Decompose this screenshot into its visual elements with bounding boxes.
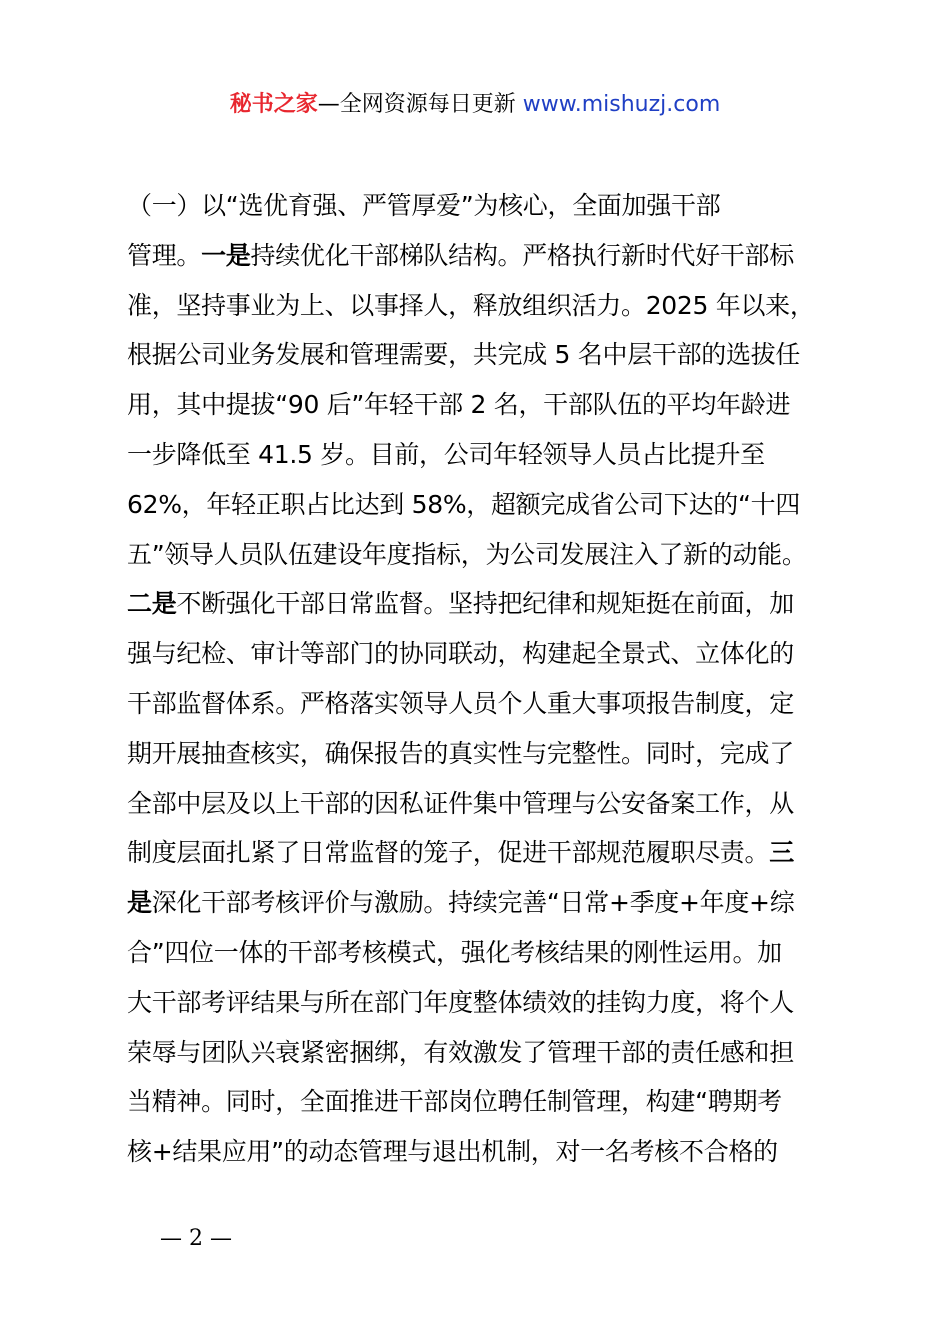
text-line [127,181,847,231]
text-line [127,1127,847,1177]
text-run: 用，其中提拔“90 后”年轻干部 2 名，干部队伍的平均年龄进 [127,390,791,420]
text-run: 根据公司业务发展和管理需要，共完成 5 名中层干部的选拔任 [127,340,801,370]
text-line [127,928,847,978]
text-line [127,281,847,331]
text-line [127,729,847,779]
bold-heading-marker: 一是 [201,240,251,270]
site-brand: 秘书之家 [229,92,318,117]
text-line [127,1028,847,1078]
text-run: 核+结果应用”的动态管理与退出机制，对一名考核不合格的 [127,1137,778,1167]
bold-heading-marker: 是 [127,888,152,918]
text-run: 强与纪检、审计等部门的协同联动，构建起全景式、立体化的 [127,639,794,669]
text-line [127,1077,847,1127]
text-run: 大干部考评结果与所在部门年度整体绩效的挂钩力度，将个人 [127,987,794,1017]
text-run: 合”四位一体的干部考核模式，强化考核结果的刚性运用。加 [127,937,782,967]
text-run: 准，坚持事业为上、以事择人，释放组织活力。2025 年以来， [127,290,815,320]
site-url-link[interactable]: www.mishuzj.com [522,92,721,117]
text-run: 当精神。同时，全面推进干部岗位聘任制管理，构建“聘期考 [127,1087,782,1117]
text-line [127,779,847,829]
page-number: — 2 — [160,1226,232,1251]
text-line [127,828,847,878]
text-run: 五”领导人员队伍建设年度指标，为公司发展注入了新的动能。 [127,539,807,569]
text-run: 荣辱与团队兴衰紧密捆绑，有效激发了管理干部的责任感和担 [127,1037,794,1067]
text-run: 持续优化干部梯队结构。严格执行新时代好干部标 [250,240,794,270]
text-line [127,530,847,580]
text-run: 管理。 [127,240,202,270]
site-tagline: —全网资源每日更新 [317,92,523,117]
text-line [127,231,847,281]
text-run: 期开展抽查核实，确保报告的真实性与完整性。同时，完成了 [127,738,794,768]
text-line [127,878,847,928]
text-run: 不断强化干部日常监督。坚持把纪律和规矩挺在前面，加 [176,589,794,619]
site-header [0,88,950,122]
text-run: 深化干部考核评价与激励。持续完善“日常+季度+年度+综 [151,888,795,918]
bold-heading-marker: 三 [769,838,794,868]
text-line [127,480,847,530]
text-line [127,430,847,480]
text-line [127,579,847,629]
text-run: 62%，年轻正职占比达到 58%，超额完成省公司下达的“十四 [127,489,801,519]
text-run: 一步降低至 41.5 岁。目前，公司年轻领导人员占比提升至 [127,439,765,469]
document-body [127,181,847,1177]
text-run: 干部监督体系。严格落实领导人员个人重大事项报告制度，定 [127,688,794,718]
text-line [127,629,847,679]
text-line [127,679,847,729]
bold-heading-marker: 二是 [127,589,177,619]
text-line [127,978,847,1028]
text-run: （一）以“选优育强、严管厚爱”为核心，全面加强干部 [127,191,721,220]
text-line [127,330,847,380]
text-run: 制度层面扎紧了日常监督的笼子，促进干部规范履职尽责。 [127,838,770,868]
text-run: 全部中层及以上干部的因私证件集中管理与公安备案工作，从 [127,788,794,818]
text-line [127,380,847,430]
